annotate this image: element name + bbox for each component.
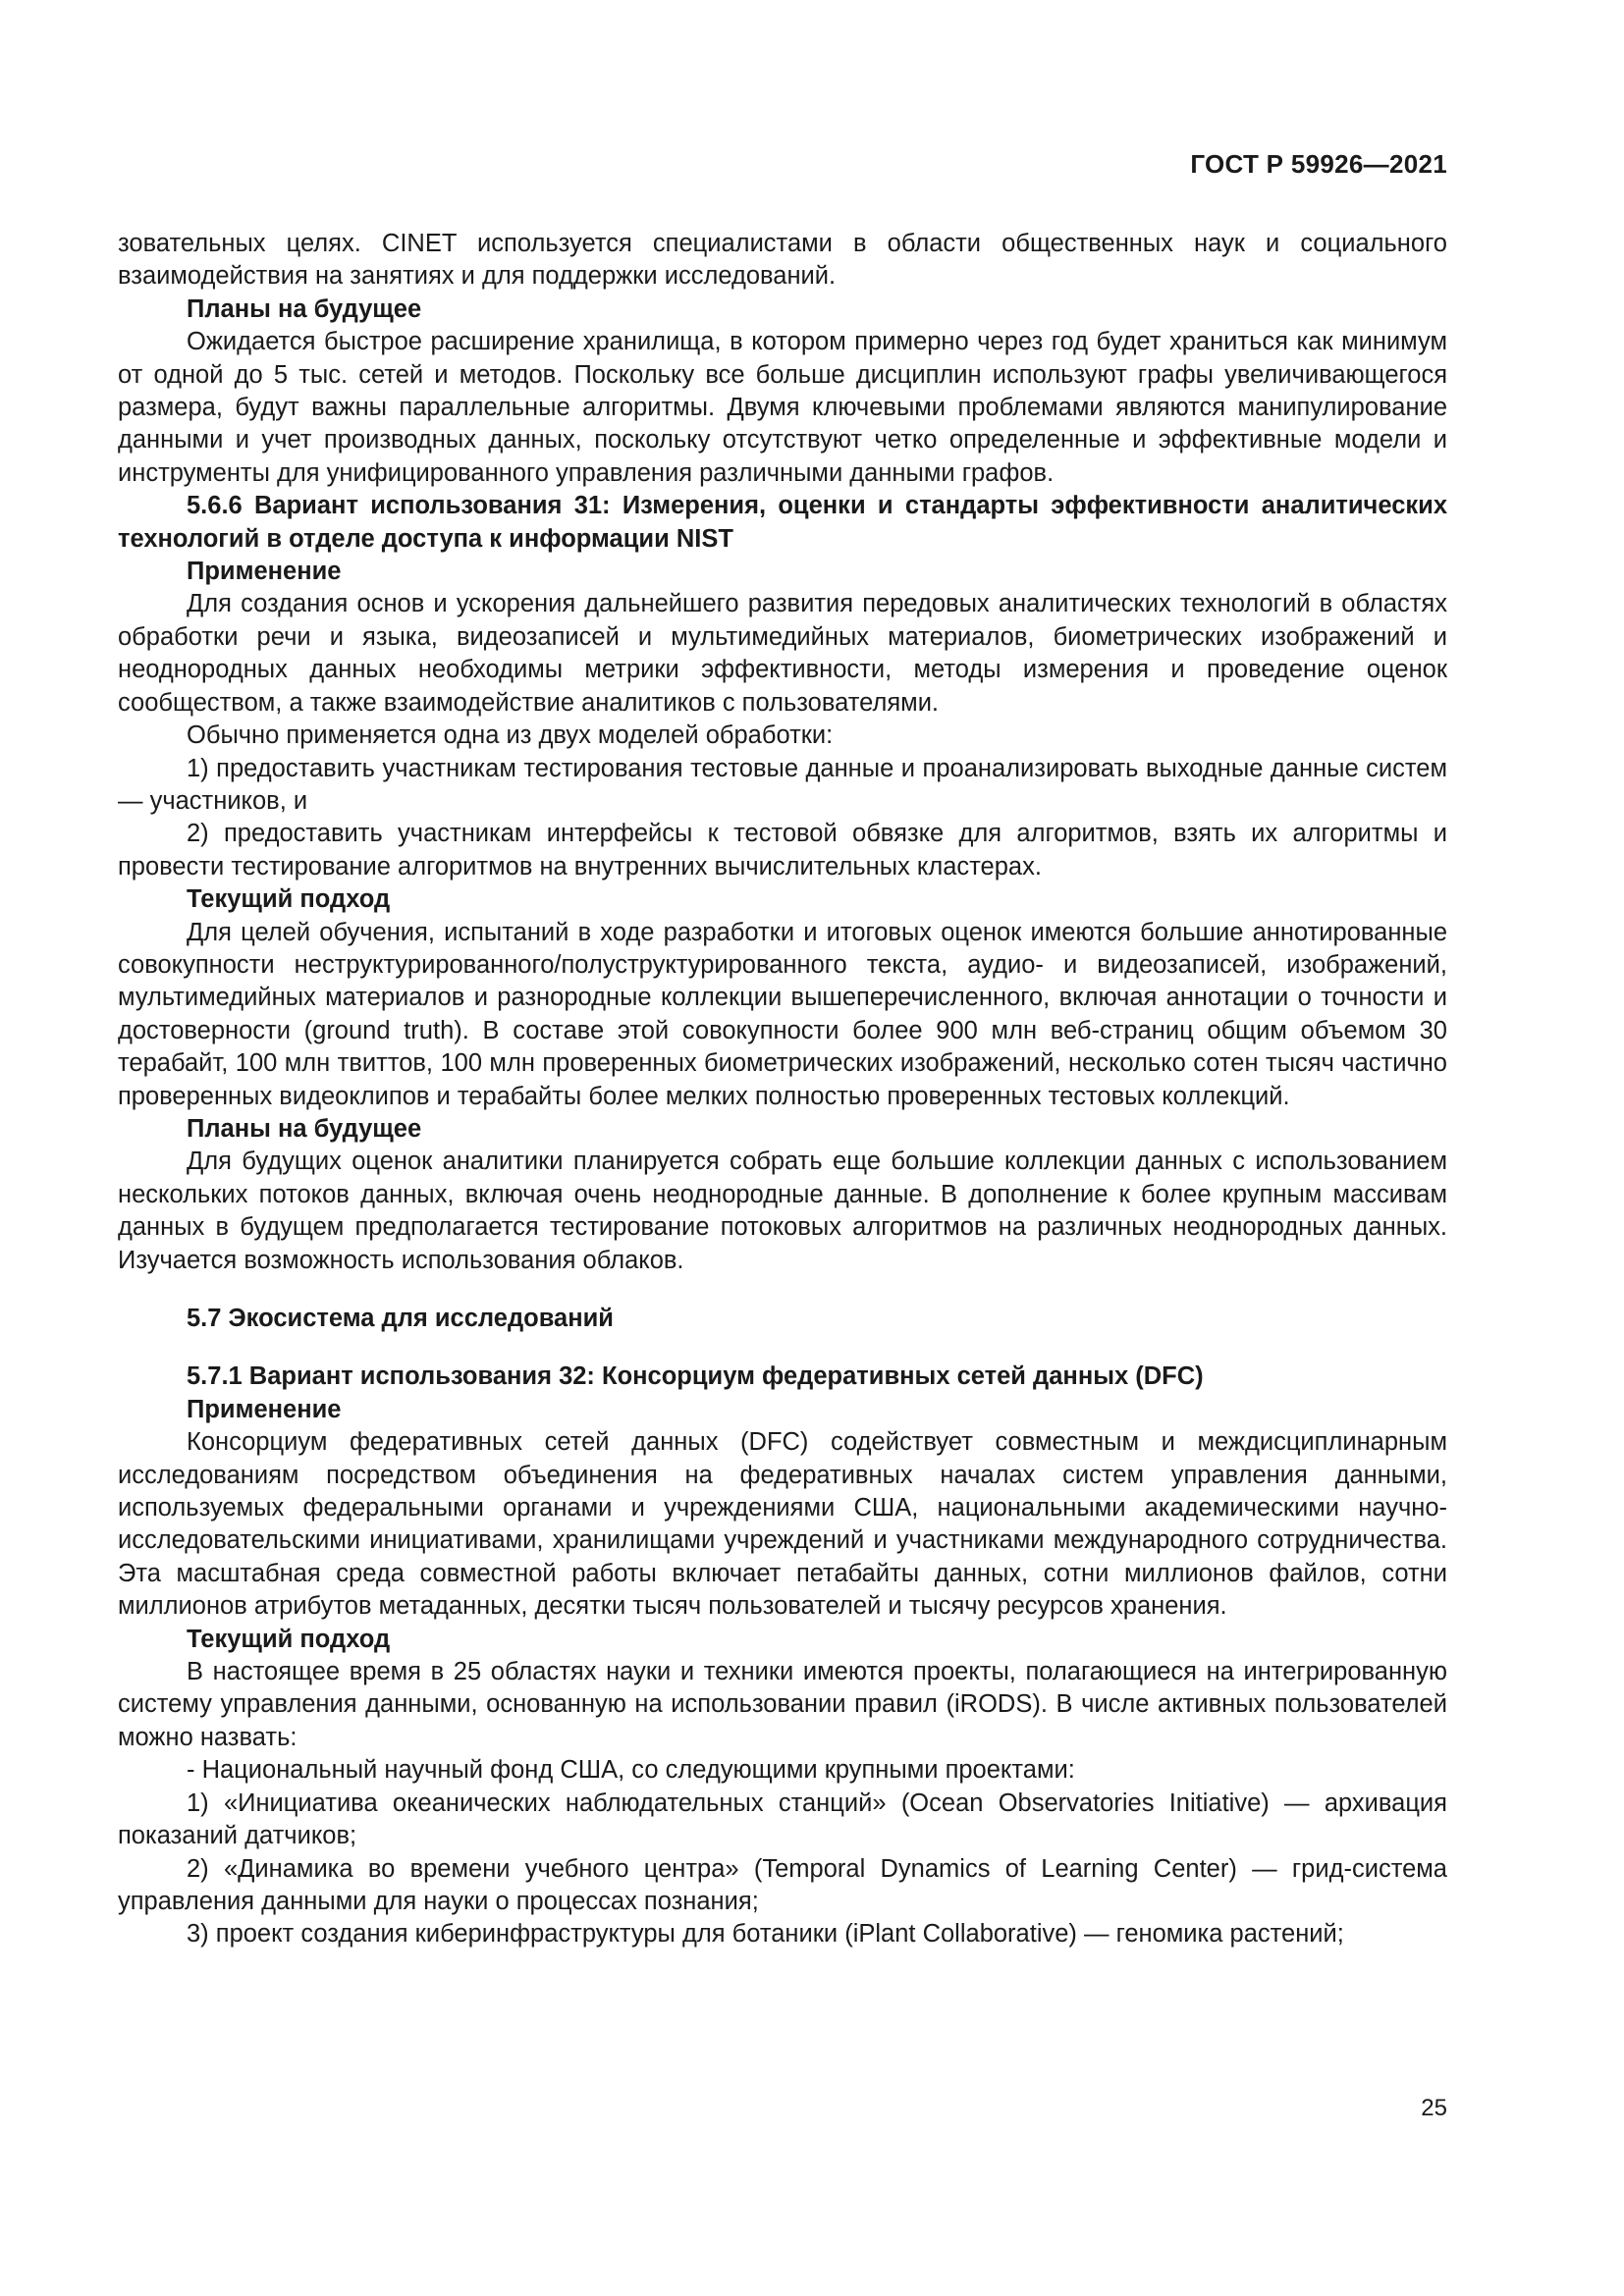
paragraph: Для будущих оценок аналитики планируется собрать еще большие коллекции данных с использованием нескольких потоков данных, включая очень неоднородные данные. В дополнение к более крупным массивам данных в будущем предполагается тестирование потоковых алгоритмов на различных неоднородных данных. Изучается возможность использования облаков. xyxy=(118,1148,1447,1274)
list-item: - Национальный научный фонд США, со следующими крупными проектами: xyxy=(187,1756,1075,1785)
list-item: 1) «Инициатива океанических наблюдательных станций» (Ocean Observatories Initiative) — архивация показаний датчиков; xyxy=(118,1789,1447,1850)
section-heading-5-6-6: 5.6.6 Вариант использования 31: Измерения, оценки и стандарты эффективности аналитических технологий в отделе доступа к информации NIST xyxy=(118,492,1447,553)
paragraph: зовательных целях. CINET используется специалистами в области общественных наук и социального взаимодействия на занятиях и для поддержки исследований. xyxy=(118,230,1447,291)
list-item: 2) «Динамика во времени учебного центра» (Temporal Dynamics of Learning Center) — грид-система управления данными для науки о процессах познания; xyxy=(118,1854,1447,1915)
subheading-current-approach: Текущий подход xyxy=(187,885,391,914)
paragraph: Для создания основ и ускорения дальнейшего развития передовых аналитических технологий в областях обработки речи и языка, видеозаписей и мультимедийных материалов, биометрических изображений и неоднородных данных необходимы метрики эффективности, методы измерения и проведение оценок сообществом, а также взаимодействие аналитиков с пользователями. xyxy=(118,590,1447,717)
paragraph: Ожидается быстрое расширение хранилища, в котором примерно через год будет храниться как минимум от одной до 5 тыс. сетей и методов. Поскольку все больше дисциплин используют графы увеличивающегося размера, будут важны параллельные алгоритмы. Двумя ключевыми проблемами являются манипулирование данными и учет производных данных, поскольку отсутствуют четко определенные и эффективные модели и инструменты для унифицированного управления различными данными графов. xyxy=(118,328,1447,487)
paragraph: Консорциум федеративных сетей данных (DFC) содействует совместным и междисциплинарным исследованиям посредством объединения на федеративных началах систем управления данными, используемых федеральными органами и учреждениями США, национальными академическими научно-исследовательскими инициативами, хранилищами учреждений и участниками международного сотрудничества. Эта масштабная среда совместной работы включает петабайты данных, сотни миллионов файлов, сотни миллионов атрибутов метаданных, десятки тысяч пользователей и тысячу ресурсов хранения. xyxy=(118,1428,1447,1621)
subheading-future-plans: Планы на будущее xyxy=(187,294,422,323)
paragraph: Обычно применяется одна из двух моделей обработки: xyxy=(187,721,834,750)
page-number: 25 xyxy=(1421,2095,1447,2121)
subheading-application: Применение xyxy=(187,558,342,586)
subheading-current-approach: Текущий подход xyxy=(187,1625,391,1653)
list-item: 1) предоставить участникам тестирования тестовые данные и проанализировать выходные данные систем — участников, и xyxy=(118,754,1447,815)
section-heading-5-7: 5.7 Экосистема для исследований xyxy=(187,1305,614,1332)
paragraph: В настоящее время в 25 областях науки и техники имеются проекты, полагающиеся на интегрированную систему управления данными, основанную на использовании правил (iRODS). В числе активных пользователей можно назвать: xyxy=(118,1658,1447,1751)
document-standard-id: ГОСТ Р 59926—2021 xyxy=(1190,149,1447,179)
page-body xyxy=(118,228,1447,1951)
section-heading-5-7-1: 5.7.1 Вариант использования 32: Консорциум федеративных сетей данных (DFC) xyxy=(187,1362,1204,1391)
subheading-future-plans: Планы на будущее xyxy=(187,1114,422,1143)
subheading-application: Применение xyxy=(187,1395,342,1423)
list-item: 3) проект создания киберинфраструктуры для ботаники (iPlant Collaborative) — геномика растений; xyxy=(187,1920,1344,1949)
paragraph: Для целей обучения, испытаний в ходе разработки и итоговых оценок имеются большие аннотированные совокупности неструктурированного/полуструктурированного текста, аудио- и видеозаписей, изображений, мультимедийных материалов и разнородные коллекции вышеперечисленного, включая аннотации о точности и достоверности (ground truth). В составе этой совокупности более 900 млн веб-страниц общим объемом 30 терабайт, 100 млн твиттов, 100 млн проверенных биометрических изображений, несколько сотен тысяч частично проверенных видеоклипов и терабайты более мелких полностью проверенных тестовых коллекций. xyxy=(118,918,1447,1110)
list-item: 2) предоставить участникам интерфейсы к тестовой обвязке для алгоритмов, взять их алгоритмы и провести тестирование алгоритмов на внутренних вычислительных кластерах. xyxy=(118,820,1447,881)
